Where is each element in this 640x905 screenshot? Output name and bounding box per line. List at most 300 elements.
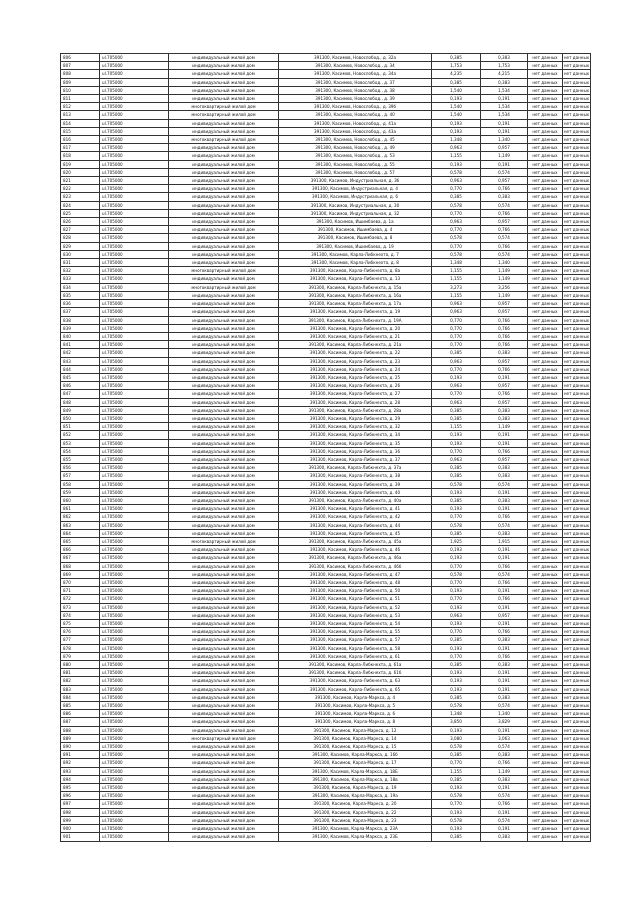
cell-row-number: 901: [61, 833, 100, 841]
cell-building-type: индивидуальный жилой дом: [169, 185, 279, 193]
cell-status-a: нет данных: [528, 324, 563, 332]
cell-value-a: 3,273: [432, 283, 481, 291]
cell-row-number: 843: [61, 357, 100, 365]
cell-status-a: нет данных: [528, 144, 563, 152]
table-row: [61, 464, 591, 472]
cell-value-b: 0,766: [481, 628, 528, 636]
cell-value-b: 0,191: [481, 546, 528, 554]
cell-value-a: 1,753: [432, 62, 481, 70]
cell-building-type: индивидуальный жилой дом: [169, 308, 279, 316]
cell-value-b: 1,915: [481, 537, 528, 545]
cell-building-type: индивидуальный жилой дом: [169, 250, 279, 258]
cell-status-b: нет данных: [563, 629, 590, 635]
cell-building-type: индивидуальный жилой дом: [169, 62, 279, 70]
cell-status-a: нет данных: [528, 767, 563, 775]
cell-status-b: нет данных: [563, 563, 590, 569]
cell-row-number: 891: [61, 751, 100, 759]
cell-value-a: 0,193: [432, 160, 481, 168]
cell-status-b: нет данных: [563, 637, 590, 643]
cell-status-a: нет данных: [528, 488, 563, 496]
cell-value-a: 0,963: [432, 455, 481, 463]
cell-address: 391300, Касимов, Карла-Либкнехта, д. 34: [279, 431, 432, 439]
cell-status-b: нет данных: [563, 735, 590, 741]
table-row: [61, 431, 591, 439]
cell-value-a: 0,385: [432, 496, 481, 504]
cell-row-number: 886: [61, 710, 100, 718]
cell-id-code: ul.705000: [100, 636, 169, 644]
cell-value-b: 4,215: [481, 70, 528, 78]
cell-id-code: ul.705000: [100, 103, 169, 111]
cell-status-b: нет данных: [563, 383, 590, 389]
cell-status-b: нет данных: [563, 497, 590, 503]
cell-building-type: индивидуальный жилой дом: [169, 201, 279, 209]
cell-address: 391300, Касимов, Карла-Маркса, д. 16б: [279, 751, 432, 759]
cell-status-b: нет данных: [563, 744, 590, 750]
cell-building-type: индивидуальный жилой дом: [169, 710, 279, 718]
cell-status-b: нет данных: [563, 793, 590, 799]
cell-row-number: 836: [61, 300, 100, 308]
table-row: [61, 373, 591, 381]
cell-status-b: нет данных: [563, 358, 590, 364]
cell-status-a: нет данных: [528, 382, 563, 390]
cell-status-b: нет данных: [563, 621, 590, 627]
cell-status-a: нет данных: [528, 587, 563, 595]
cell-value-b: 0,191: [481, 784, 528, 792]
cell-status-b: нет данных: [563, 727, 590, 733]
cell-value-b: 0,766: [481, 562, 528, 570]
cell-status-b: нет данных: [563, 817, 590, 823]
table-row: [61, 751, 591, 759]
cell-row-number: 884: [61, 693, 100, 701]
cell-id-code: ul.705000: [100, 341, 169, 349]
cell-value-b: 0,191: [481, 505, 528, 513]
cell-value-a: 0,963: [432, 611, 481, 619]
cell-row-number: 820: [61, 168, 100, 176]
cell-status-a: нет данных: [528, 119, 563, 127]
cell-address: 391300, Касимов, Карла-Маркса, д. 23Б: [279, 833, 432, 841]
cell-status-a: нет данных: [528, 390, 563, 398]
cell-id-code: ul.705000: [100, 464, 169, 472]
cell-row-number: 889: [61, 734, 100, 742]
table-row: [61, 685, 591, 693]
cell-value-a: 0,193: [432, 726, 481, 734]
cell-value-a: 0,193: [432, 808, 481, 816]
cell-value-a: 0,770: [432, 332, 481, 340]
cell-address: 391300, Касимов, Карла-Либкнехта, д. 46: [279, 546, 432, 554]
cell-address: 391300, Касимов, Карла-Либкнехта, д. 35: [279, 439, 432, 447]
cell-row-number: 828: [61, 234, 100, 242]
table-row: [61, 78, 591, 86]
cell-row-number: 844: [61, 365, 100, 373]
cell-status-b: нет данных: [563, 128, 590, 134]
cell-status-a: нет данных: [528, 193, 563, 201]
cell-value-b: 0,766: [481, 447, 528, 455]
cell-value-a: 0,770: [432, 628, 481, 636]
cell-id-code: ul.705000: [100, 119, 169, 127]
cell-value-b: 0,766: [481, 185, 528, 193]
cell-address: 391300, Касимов, Карла-Либкнехта, д. 54: [279, 620, 432, 628]
table-row: [61, 521, 591, 529]
cell-address: 391300, Касимов, Карла-Либкнехта, д. 55: [279, 628, 432, 636]
table-row: [61, 447, 591, 455]
cell-building-type: индивидуальный жилой дом: [169, 119, 279, 127]
cell-row-number: 878: [61, 644, 100, 652]
table-row: [61, 382, 591, 390]
cell-building-type: индивидуальный жилой дом: [169, 644, 279, 652]
cell-value-a: 0,770: [432, 595, 481, 603]
cell-building-type: индивидуальный жилой дом: [169, 455, 279, 463]
cell-id-code: ul.705000: [100, 390, 169, 398]
cell-status-a: нет данных: [528, 726, 563, 734]
cell-value-a: 0,963: [432, 308, 481, 316]
cell-value-a: 0,578: [432, 570, 481, 578]
cell-id-code: ul.705000: [100, 78, 169, 86]
cell-id-code: ul.705000: [100, 661, 169, 669]
cell-value-a: 0,193: [432, 119, 481, 127]
cell-address: 391300, Касимов, Индустриальная, д. 4: [279, 185, 432, 193]
cell-status-a: нет данных: [528, 185, 563, 193]
cell-building-type: индивидуальный жилой дом: [169, 529, 279, 537]
table-row: [61, 579, 591, 587]
cell-value-a: 0,193: [432, 620, 481, 628]
cell-row-number: 854: [61, 447, 100, 455]
cell-id-code: ul.705000: [100, 209, 169, 217]
cell-status-b: нет данных: [563, 719, 590, 725]
cell-status-a: нет данных: [528, 513, 563, 521]
table-row: [61, 357, 591, 365]
cell-status-b: нет данных: [563, 391, 590, 397]
cell-address: 391300, Касимов, Карла-Либкнехта, д. 23: [279, 357, 432, 365]
cell-status-b: нет данных: [563, 120, 590, 126]
table-row: [61, 332, 591, 340]
cell-value-b: 0,766: [481, 579, 528, 587]
table-row: [61, 70, 591, 78]
cell-value-a: 0,193: [432, 505, 481, 513]
cell-id-code: ul.705000: [100, 644, 169, 652]
cell-address: 391300, Касимов, Карла-Маркса, д. 20: [279, 800, 432, 808]
cell-row-number: 863: [61, 521, 100, 529]
cell-building-type: индивидуальный жилой дом: [169, 242, 279, 250]
cell-address: 391300, Касимов, Карла-Либкнехта, д. 8: [279, 259, 432, 267]
cell-building-type: индивидуальный жилой дом: [169, 767, 279, 775]
cell-row-number: 817: [61, 144, 100, 152]
table-row: [61, 620, 591, 628]
cell-row-number: 899: [61, 816, 100, 824]
cell-value-b: 1,149: [481, 267, 528, 275]
cell-building-type: индивидуальный жилой дом: [169, 505, 279, 513]
cell-building-type: индивидуальный жилой дом: [169, 603, 279, 611]
cell-building-type: индивидуальный жилой дом: [169, 168, 279, 176]
cell-status-a: нет данных: [528, 54, 563, 62]
cell-status-b: нет данных: [563, 87, 590, 93]
cell-row-number: 832: [61, 267, 100, 275]
cell-row-number: 853: [61, 439, 100, 447]
cell-value-a: 0,770: [432, 513, 481, 521]
cell-status-b: нет данных: [563, 694, 590, 700]
cell-address: 391300, Касимов, Карла-Либкнехта, д. 29: [279, 414, 432, 422]
cell-row-number: 845: [61, 373, 100, 381]
cell-building-type: индивидуальный жилой дом: [169, 775, 279, 783]
cell-value-b: 0,957: [481, 300, 528, 308]
cell-row-number: 822: [61, 185, 100, 193]
cell-id-code: ul.705000: [100, 685, 169, 693]
cell-address: 391300, Касимов, Карла-Маркса, д. 17: [279, 759, 432, 767]
cell-status-a: нет данных: [528, 316, 563, 324]
cell-status-a: нет данных: [528, 455, 563, 463]
cell-value-a: 0,770: [432, 579, 481, 587]
table-row: [61, 193, 591, 201]
table-row: [61, 455, 591, 463]
cell-value-b: 0,191: [481, 119, 528, 127]
cell-value-b: 0,191: [481, 373, 528, 381]
cell-value-b: 3,256: [481, 283, 528, 291]
cell-building-type: индивидуальный жилой дом: [169, 365, 279, 373]
cell-id-code: ul.705000: [100, 144, 169, 152]
cell-status-b: нет данных: [563, 284, 590, 290]
cell-id-code: ul.705000: [100, 54, 169, 62]
cell-building-type: индивидуальный жилой дом: [169, 628, 279, 636]
cell-status-a: нет данных: [528, 537, 563, 545]
cell-address: 391300, Касимов, Карла-Маркса, д. 18Б: [279, 767, 432, 775]
cell-row-number: 885: [61, 702, 100, 710]
cell-value-b: 0,191: [481, 431, 528, 439]
cell-status-a: нет данных: [528, 710, 563, 718]
cell-value-a: 0,193: [432, 95, 481, 103]
table-row: [61, 496, 591, 504]
cell-value-a: 0,193: [432, 373, 481, 381]
cell-address: 391300, Касимов, Индустриальная, д. 6: [279, 193, 432, 201]
cell-building-type: индивидуальный жилой дом: [169, 78, 279, 86]
cell-status-a: нет данных: [528, 136, 563, 144]
cell-row-number: 813: [61, 111, 100, 119]
cell-value-a: 1,155: [432, 423, 481, 431]
cell-row-number: 900: [61, 825, 100, 833]
cell-id-code: ul.705000: [100, 349, 169, 357]
cell-address: 391300, Касимов, Карла-Маркса, д. 12: [279, 726, 432, 734]
cell-status-b: нет данных: [563, 481, 590, 487]
cell-building-type: многоквартирный жилой дом: [169, 267, 279, 275]
cell-id-code: ul.705000: [100, 480, 169, 488]
cell-status-b: нет данных: [563, 104, 590, 110]
cell-address: 391300, Касимов, Карла-Либкнехта, д. 50: [279, 587, 432, 595]
cell-value-a: 0,770: [432, 324, 481, 332]
cell-id-code: ul.705000: [100, 579, 169, 587]
cell-value-b: 0,191: [481, 488, 528, 496]
cell-id-code: ul.705000: [100, 743, 169, 751]
cell-address: 391300, Касимов, Карла-Либкнехта, д. 61б: [279, 669, 432, 677]
cell-row-number: 806: [61, 54, 100, 62]
cell-value-b: 1,753: [481, 62, 528, 70]
cell-value-a: 1,155: [432, 275, 481, 283]
table-row: [61, 86, 591, 94]
cell-address: 391300, Касимов, Карла-Маркса, д. 14: [279, 734, 432, 742]
cell-address: 391300, Касимов, Новослобод., д. 45: [279, 136, 432, 144]
table-row: [61, 767, 591, 775]
cell-status-b: нет данных: [563, 243, 590, 249]
cell-address: 391300, Касимов, Карла-Либкнехта, д. 21а: [279, 341, 432, 349]
cell-status-a: нет данных: [528, 226, 563, 234]
cell-status-a: нет данных: [528, 743, 563, 751]
cell-value-a: 0,578: [432, 201, 481, 209]
cell-value-b: 0,766: [481, 226, 528, 234]
cell-value-b: 0,957: [481, 177, 528, 185]
cell-address: 391300, Касимов, Карла-Либкнехта, д. 48: [279, 579, 432, 587]
table-row: [61, 152, 591, 160]
cell-value-b: 0,766: [481, 209, 528, 217]
cell-value-b: 0,191: [481, 825, 528, 833]
cell-id-code: ul.705000: [100, 603, 169, 611]
cell-value-a: 0,770: [432, 185, 481, 193]
cell-row-number: 890: [61, 743, 100, 751]
cell-status-b: нет данных: [563, 522, 590, 528]
cell-row-number: 895: [61, 784, 100, 792]
cell-value-b: 0,957: [481, 611, 528, 619]
cell-building-type: индивидуальный жилой дом: [169, 70, 279, 78]
cell-status-b: нет данных: [563, 538, 590, 544]
cell-value-a: 0,193: [432, 554, 481, 562]
cell-building-type: многоквартирный жилой дом: [169, 283, 279, 291]
cell-status-a: нет данных: [528, 718, 563, 726]
cell-address: 391300, Касимов, Карла-Либкнехта, д. 24: [279, 365, 432, 373]
cell-status-a: нет данных: [528, 168, 563, 176]
cell-value-b: 0,957: [481, 357, 528, 365]
cell-id-code: ul.705000: [100, 242, 169, 250]
cell-status-b: нет данных: [563, 662, 590, 668]
cell-status-b: нет данных: [563, 785, 590, 791]
cell-status-b: нет данных: [563, 826, 590, 832]
cell-building-type: индивидуальный жилой дом: [169, 816, 279, 824]
cell-value-a: 0,963: [432, 218, 481, 226]
cell-building-type: индивидуальный жилой дом: [169, 423, 279, 431]
cell-address: 391300, Касимов, Новослобод., д. 57: [279, 168, 432, 176]
cell-value-b: 0,766: [481, 390, 528, 398]
table-row: [61, 218, 591, 226]
cell-building-type: индивидуальный жилой дом: [169, 406, 279, 414]
cell-value-b: 0,191: [481, 587, 528, 595]
cell-value-b: 0,383: [481, 472, 528, 480]
cell-row-number: 849: [61, 406, 100, 414]
cell-building-type: индивидуальный жилой дом: [169, 652, 279, 660]
cell-address: 391300, Касимов, Индустриальная, д. 32: [279, 209, 432, 217]
cell-building-type: индивидуальный жилой дом: [169, 275, 279, 283]
cell-value-b: 0,383: [481, 693, 528, 701]
cell-building-type: индивидуальный жилой дом: [169, 127, 279, 135]
table-row: [61, 775, 591, 783]
cell-status-a: нет данных: [528, 414, 563, 422]
cell-status-a: нет данных: [528, 562, 563, 570]
cell-address: 391300, Касимов, Новослобод., д. 40: [279, 111, 432, 119]
cell-address: 391300, Касимов, Карла-Либкнехта, д. 45а: [279, 537, 432, 545]
cell-row-number: 852: [61, 431, 100, 439]
cell-row-number: 869: [61, 570, 100, 578]
cell-id-code: ul.705000: [100, 775, 169, 783]
cell-building-type: индивидуальный жилой дом: [169, 472, 279, 480]
cell-id-code: ul.705000: [100, 554, 169, 562]
cell-building-type: индивидуальный жилой дом: [169, 447, 279, 455]
cell-row-number: 856: [61, 464, 100, 472]
cell-status-a: нет данных: [528, 160, 563, 168]
cell-row-number: 830: [61, 250, 100, 258]
cell-status-a: нет данных: [528, 398, 563, 406]
cell-status-b: нет данных: [563, 374, 590, 380]
cell-value-a: 0,963: [432, 144, 481, 152]
cell-status-a: нет данных: [528, 529, 563, 537]
cell-row-number: 831: [61, 259, 100, 267]
cell-row-number: 811: [61, 95, 100, 103]
cell-value-a: 0,770: [432, 365, 481, 373]
cell-id-code: ul.705000: [100, 201, 169, 209]
table-row: [61, 505, 591, 513]
cell-status-b: нет данных: [563, 424, 590, 430]
cell-value-a: 0,578: [432, 792, 481, 800]
cell-value-a: 0,385: [432, 833, 481, 841]
table-row: [61, 144, 591, 152]
cell-status-b: нет данных: [563, 596, 590, 602]
cell-value-a: 0,193: [432, 677, 481, 685]
cell-id-code: ul.705000: [100, 825, 169, 833]
cell-id-code: ul.705000: [100, 808, 169, 816]
cell-status-a: нет данных: [528, 800, 563, 808]
cell-id-code: ul.705000: [100, 291, 169, 299]
cell-address: 391300, Касимов, Карла-Маркса, д. 8: [279, 718, 432, 726]
cell-status-a: нет данных: [528, 300, 563, 308]
cell-building-type: индивидуальный жилой дом: [169, 177, 279, 185]
cell-row-number: 841: [61, 341, 100, 349]
cell-value-a: 0,193: [432, 127, 481, 135]
cell-address: 391300, Касимов, Карла-Либкнехта, д. 15а: [279, 283, 432, 291]
cell-building-type: индивидуальный жилой дом: [169, 611, 279, 619]
cell-status-a: нет данных: [528, 734, 563, 742]
cell-value-b: 0,383: [481, 464, 528, 472]
cell-status-b: нет данных: [563, 350, 590, 356]
cell-status-a: нет данных: [528, 579, 563, 587]
cell-value-b: 0,191: [481, 644, 528, 652]
cell-building-type: индивидуальный жилой дом: [169, 513, 279, 521]
cell-status-a: нет данных: [528, 693, 563, 701]
cell-status-b: нет данных: [563, 317, 590, 323]
cell-id-code: ul.705000: [100, 546, 169, 554]
cell-id-code: ul.705000: [100, 439, 169, 447]
cell-id-code: ul.705000: [100, 816, 169, 824]
cell-id-code: ul.705000: [100, 111, 169, 119]
table-row: [61, 242, 591, 250]
cell-row-number: 893: [61, 767, 100, 775]
cell-row-number: 833: [61, 275, 100, 283]
cell-address: 391300, Касимов, Карла-Маркса, д. 22: [279, 808, 432, 816]
cell-value-b: 0,574: [481, 250, 528, 258]
cell-status-a: нет данных: [528, 808, 563, 816]
cell-address: 391300, Касимов, Карла-Либкнехта, д. 26: [279, 382, 432, 390]
cell-building-type: индивидуальный жилой дом: [169, 792, 279, 800]
cell-value-a: 0,963: [432, 300, 481, 308]
cell-status-b: нет данных: [563, 489, 590, 495]
cell-status-b: нет данных: [563, 711, 590, 717]
cell-building-type: индивидуальный жилой дом: [169, 300, 279, 308]
cell-value-a: 0,770: [432, 209, 481, 217]
table-body: [61, 54, 591, 842]
cell-status-b: нет данных: [563, 645, 590, 651]
cell-row-number: 827: [61, 226, 100, 234]
cell-status-a: нет данных: [528, 603, 563, 611]
cell-status-a: нет данных: [528, 365, 563, 373]
cell-value-a: 0,770: [432, 341, 481, 349]
cell-value-a: 3,850: [432, 718, 481, 726]
cell-value-b: 0,191: [481, 726, 528, 734]
cell-id-code: ul.705000: [100, 652, 169, 660]
cell-value-a: 0,193: [432, 439, 481, 447]
cell-row-number: 870: [61, 579, 100, 587]
cell-status-b: нет данных: [563, 301, 590, 307]
